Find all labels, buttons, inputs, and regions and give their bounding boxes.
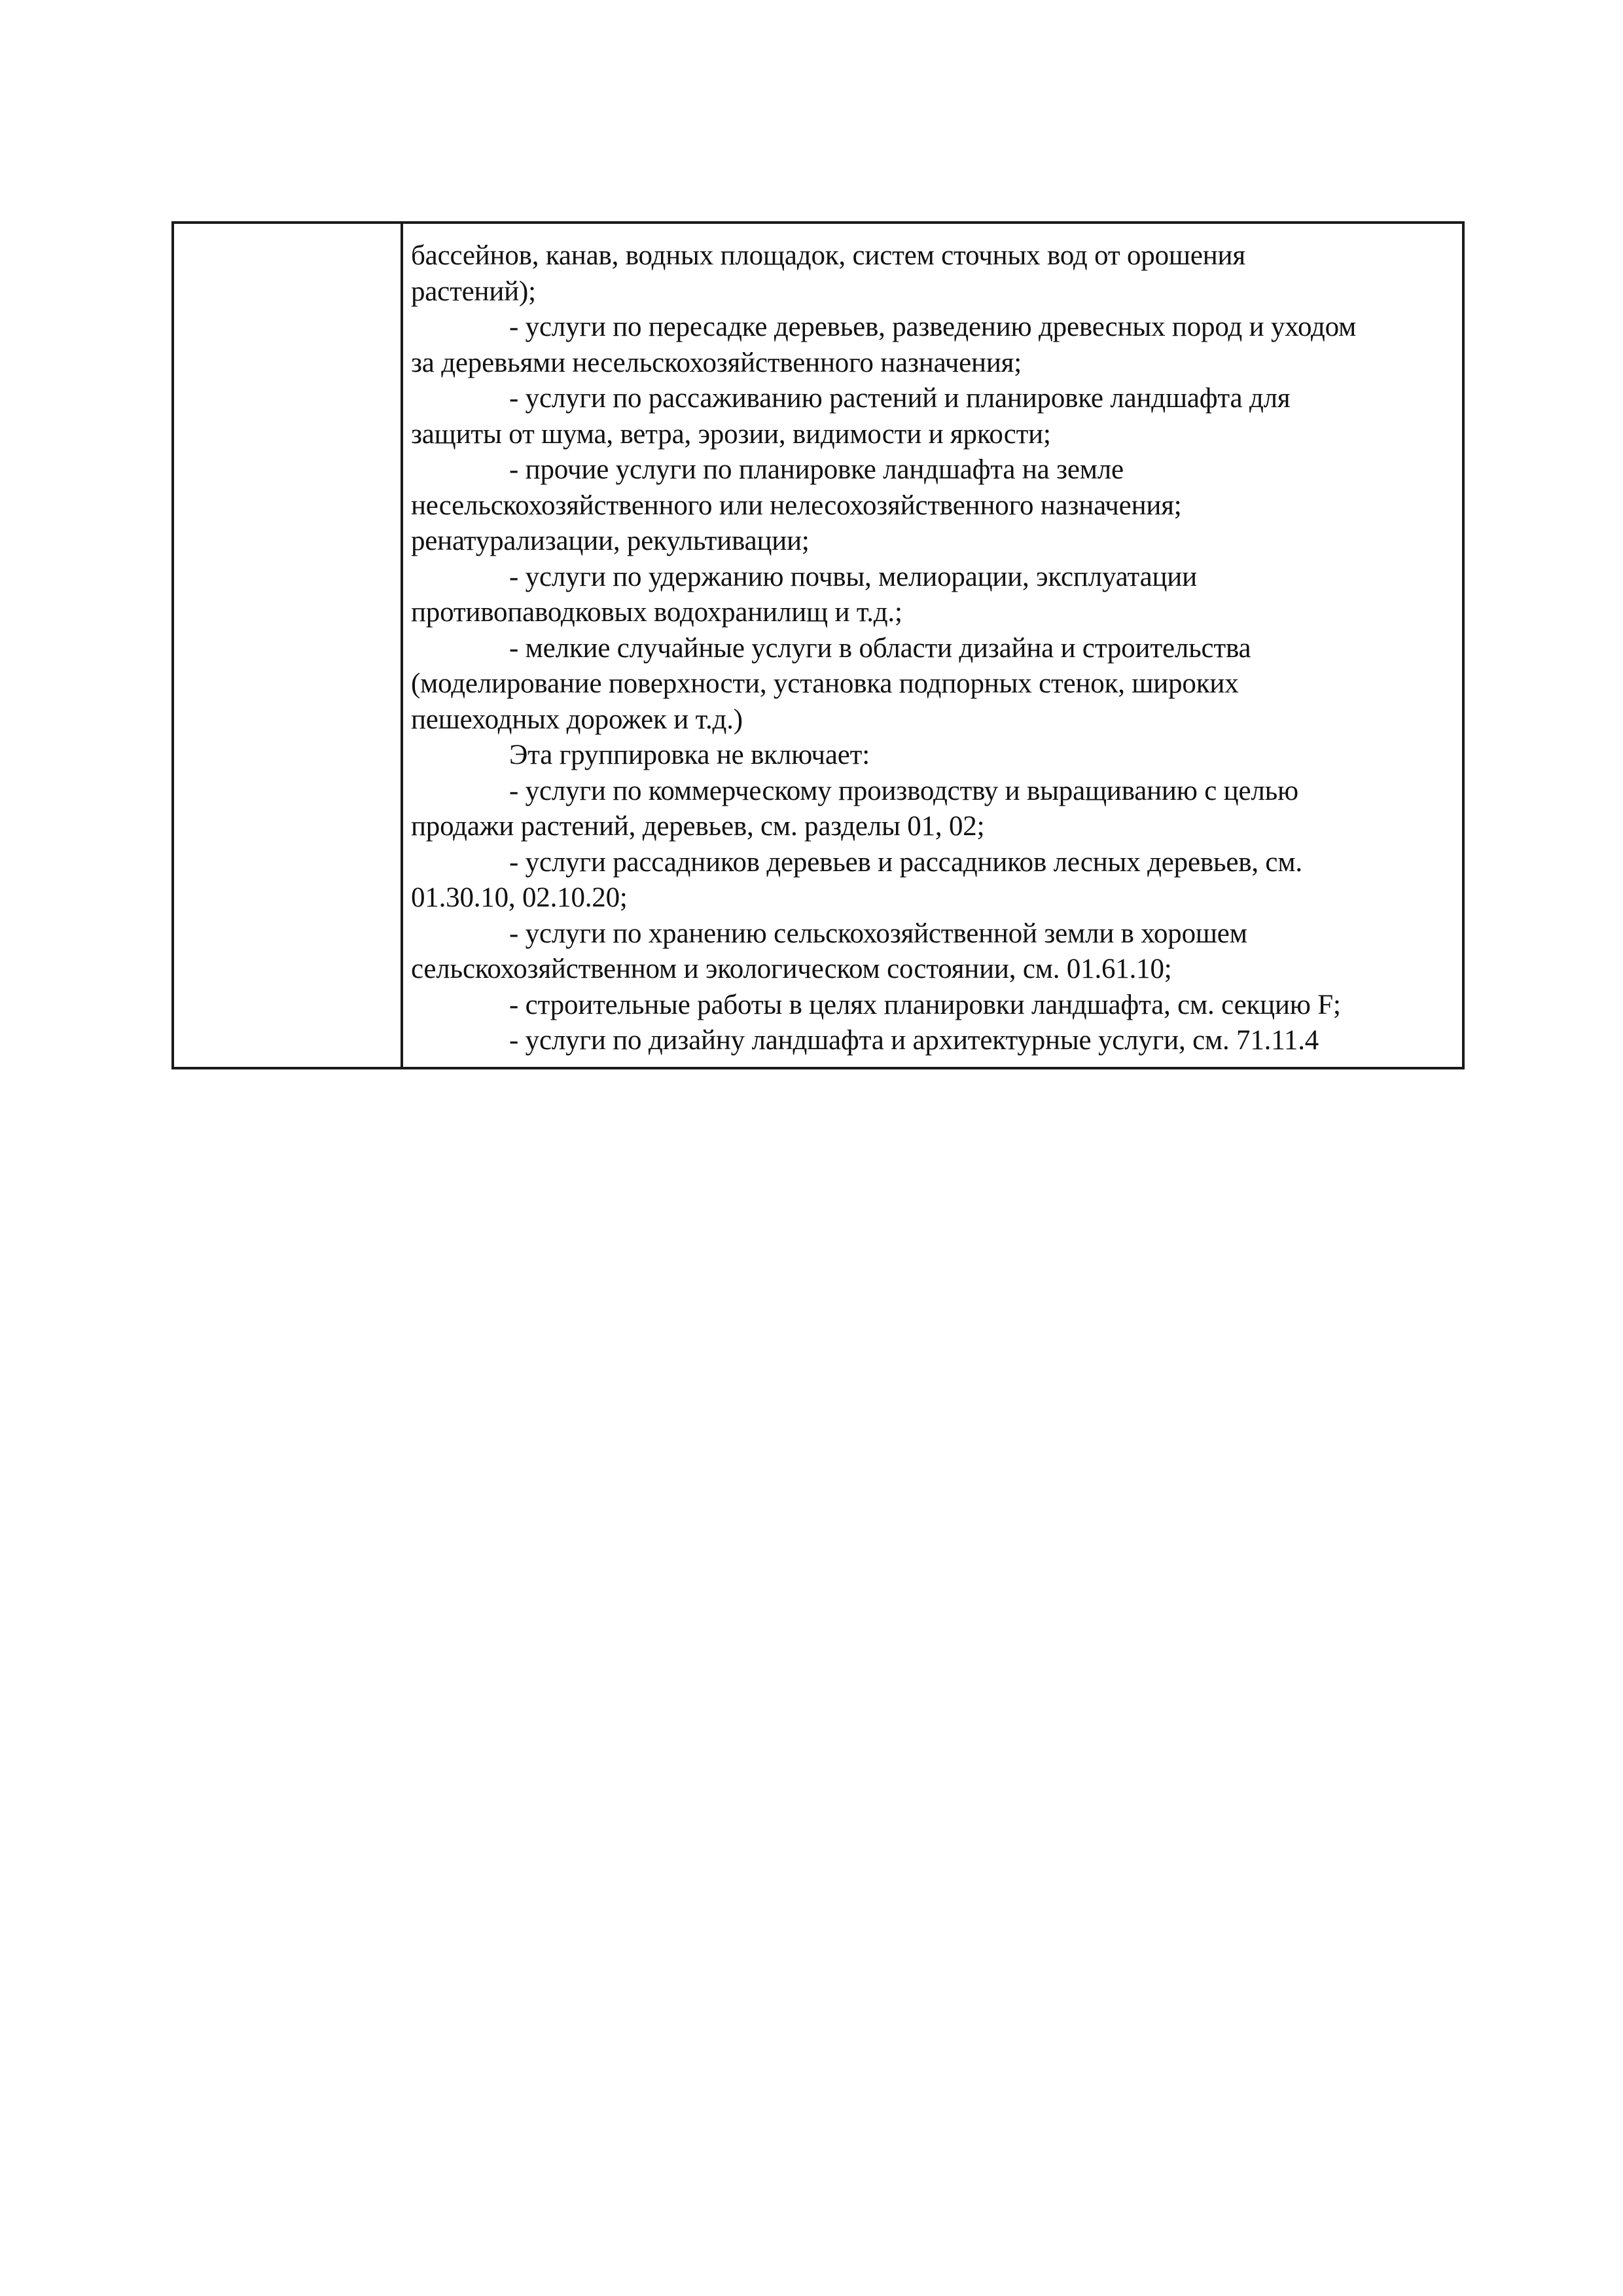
description-line: пешеходных дорожек и т.д.) (411, 704, 743, 735)
description-line: несельскохозяйственного или нелесохозяйственного назначения; (411, 490, 1182, 521)
description-line: - услуги рассадников деревьев и рассадников лесных деревьев, см. (509, 846, 1302, 878)
description-line: защиты от шума, ветра, эрозии, видимости и яркости; (411, 418, 1051, 450)
exclusions-heading: Эта группировка не включает: (509, 740, 870, 770)
description-line: противопаводковых водохранилищ и т.д.; (411, 597, 902, 628)
description-cell (402, 223, 1463, 1068)
code-cell (173, 223, 402, 1068)
description-line: бассейнов, канав, водных площадок, систем сточных вод от орошения (411, 240, 1245, 271)
description-line: ренатурализации, рекультивации; (411, 526, 810, 556)
description-line: - услуги по дизайну ландшафта и архитектурные услуги, см. 71.11.4 (509, 1025, 1319, 1056)
description-line: сельскохозяйственном и экологическом состоянии, см. 01.61.10; (411, 954, 1172, 984)
description-line: - услуги по хранению сельскохозяйственной земли в хорошем (509, 918, 1247, 949)
description-line: - услуги по рассаживанию растений и планировке ландшафта для (509, 383, 1291, 414)
description-line: продажи растений, деревьев, см. разделы 01, 02; (411, 811, 985, 842)
description-line: - услуги по удержанию почвы, мелиорации, эксплуатации (509, 561, 1197, 592)
description-line: - услуги по коммерческому производству и выращиванию с целью (509, 775, 1298, 806)
description-line: - строительные работы в целях планировки ландшафта, см. секцию F; (509, 989, 1341, 1020)
table-row (173, 223, 1463, 1068)
description-line: 01.30.10, 02.10.20; (411, 882, 628, 913)
description-line: - прочие услуги по планировке ландшафта на земле (509, 454, 1124, 485)
description-line: - услуги по пересадке деревьев, разведению древесных пород и уходом (509, 312, 1357, 342)
description-line: за деревьями несельскохозяйственного назначения; (411, 347, 1022, 378)
description-line: (моделирование поверхности, установка подпорных стенок, широких (411, 668, 1239, 699)
description-line: растений); (411, 276, 536, 307)
description-line: - мелкие случайные услуги в области дизайна и строительства (509, 632, 1251, 664)
classification-table (171, 221, 1465, 1069)
